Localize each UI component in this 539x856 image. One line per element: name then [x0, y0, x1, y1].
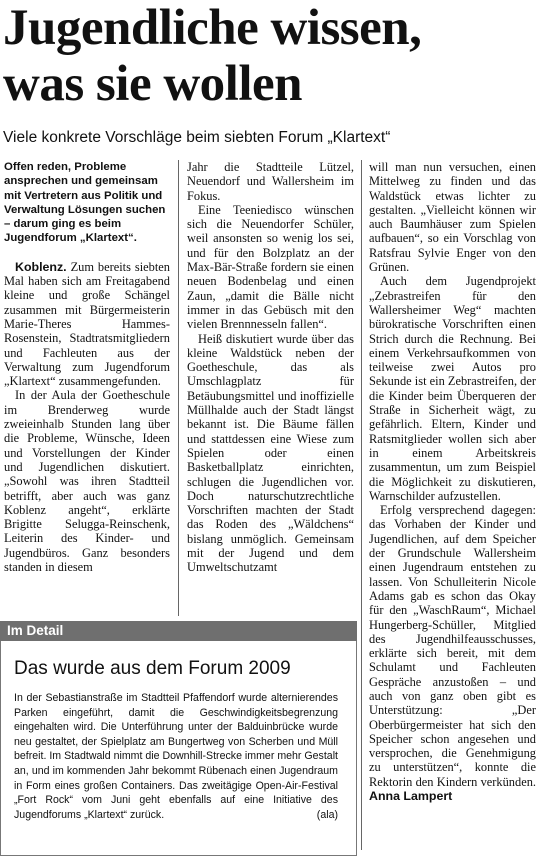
article-paragraph: Jahr die Stadtteile Lützel, Neuendorf und Wallersheim im Fokus.: [187, 160, 354, 203]
headline-line-2: was sie wollen: [3, 56, 302, 112]
article-teaser: Offen reden, Probleme ansprechen und gemeinsam mit Vertretern aus Politik und Verwaltung Lösungen suchen – darum ging es beim Jugendforum „Klartext“.: [4, 161, 166, 245]
subheadline: Viele konkrete Vorschläge beim siebten Forum „Klartext“: [3, 129, 391, 146]
infobox-title: Das wurde aus dem Forum 2009: [14, 658, 291, 679]
author-byline: Anna Lampert: [369, 789, 453, 804]
article-paragraph: Heiß diskutiert wurde über das kleine Waldstück neben der Goetheschule, das als Umschlagplatz für Betäubungsmittel und inoffizielle Müllhalde auch der Stadt längst bekannt ist. Die Bäume fällen und stattdessen eine Wiese zum Spielen oder einen Basketballplatz einrichten, schlugen die Jugendlichen vor. Doch naturschutzrechtliche Vorschriften machten der Stadt das Roden des „Wäldchens“ bislang unmöglich. Gemeinsam mit der Jugend und dem Umweltschutzamt: [187, 331, 354, 575]
article-paragraph: Auch dem Jugendprojekt „Zebrastreifen für den Wallersheimer Weg“ machten bürokratische Vorschriften einen Strich durch die Rechnung. Bei einem Verkehrsaufkommen von teilweise zwei Autos pro Sekunde ist ein Zebrastreifen, der die Kinder beim Überqueren der Straße in Sicherheit wägt, zu gefährlich. Eltern, Kinder und Ratsmitglieder wollen sich aber in einem Arbeitskreis zusammentun, um zum Beispiel die Möglichkeit zu diskutieren, Warnschilder aufzustellen.: [369, 274, 536, 503]
infobox-text: In der Sebastianstraße im Stadtteil Pfaffendorf wurde alternierendes Parken eingeführt, damit die Geschwindigkeitsbegrenzung eingehalten wird. Die Unterführung unter der Balduinbrücke wurde neu gestaltet, der Spielplatz am Bungertweg von Scherben und Müll befreit. Im Stadtwald nimmt die Downhill-Strecke immer mehr Gestalt an, und im kommenden Jahr bekommt Rübenach einen Jugendraum in Form eines großen Containers. Das zweitägige Open-Air-Festival „Fort Rock“ vom Juni geht ebenfalls auf eine Initiative des Jugendforums „Klartext“ zurück. (ala): [14, 692, 338, 821]
dateline: Koblenz.: [15, 259, 67, 274]
column-divider-2: [361, 160, 362, 850]
article-paragraph: will man nun versuchen, einen Mittelweg zu finden und das Waldstück etwas lichter zu gestalten. „Vielleicht können wir auch Baumhäuser zum Spielen aufbauen“, so ein Vorschlag von Ratsfrau Sylvie Enger von den Grünen.: [369, 160, 536, 275]
article-column-3: [369, 160, 536, 803]
article-paragraph: Koblenz. Zum bereits siebten Mal haben sich am Freitagabend kleine und große Schängel zusammen mit Bürgermeisterin Marie-Theres Hammes-Rosenstein, Stadtratsmitgliedern und Fachleuten aus der Verwaltung zum Jugendforum „Klartext“ zusammengefunden.: [4, 259, 170, 389]
headline-line-1: Jugendliche wissen,: [3, 0, 422, 56]
article-column-2: [187, 160, 354, 575]
infobox-signature: (ala): [316, 808, 338, 821]
article-paragraph: Erfolg versprechend dagegen: das Vorhaben der Kinder und Jugendlichen, auf dem Speicher der Grundschule Wallersheim einen Jugendraum entstehen zu lassen. Von Schulleiterin Nicole Adams gab es schon das Okay für den „WaschRaum“, Michael Hungerberg-Schüller, Mitglied des Jugendhilfeausschusses, erklärte sich bereit, mit dem Schulamt und Fachleuten Gespräche anzustoßen – und auch von ganz oben gibt es Unterstützung: „Der Oberbürgermeister hat sich den Speicher schon angesehen und versprochen, die Genehmigung zu unterstützen“, konnte die Rektorin den Kindern verkünden. Anna Lampert: [369, 503, 536, 804]
infobox-header-bar: [0, 621, 357, 641]
column-divider-1: [178, 160, 179, 616]
article-paragraph: Eine Teeniedisco wünschen sich die Neuendorfer Schüler, weil ansonsten so wenig los sei, und für den Bolzplatz an der Max-Bär-Straße fordern sie einen neuen Bodenbelag und einen Zaun, „damit die Bälle nicht immer in das Gebüsch mit den vielen Brennnesseln fallen“.: [187, 202, 354, 332]
infobox-label: Im Detail: [7, 623, 64, 638]
article-paragraph: In der Aula der Goetheschule im Brenderweg wurde zweieinhalb Stunden lang über die Probleme, Wünsche, Ideen und Vorstellungen der Kinder und Jugendlichen diskutiert. „Sowohl was ihren Stadtteil betrifft, aber auch was ganz Koblenz angeht“, erklärte Brigitte Seluggа-Reinschenk, Leiterin des Kinder- und Jugendbüros. Ganz besonders standen in diesem: [4, 388, 170, 575]
headline: [3, 0, 537, 112]
article-column-1: [4, 160, 170, 574]
detail-infobox: [0, 621, 357, 856]
